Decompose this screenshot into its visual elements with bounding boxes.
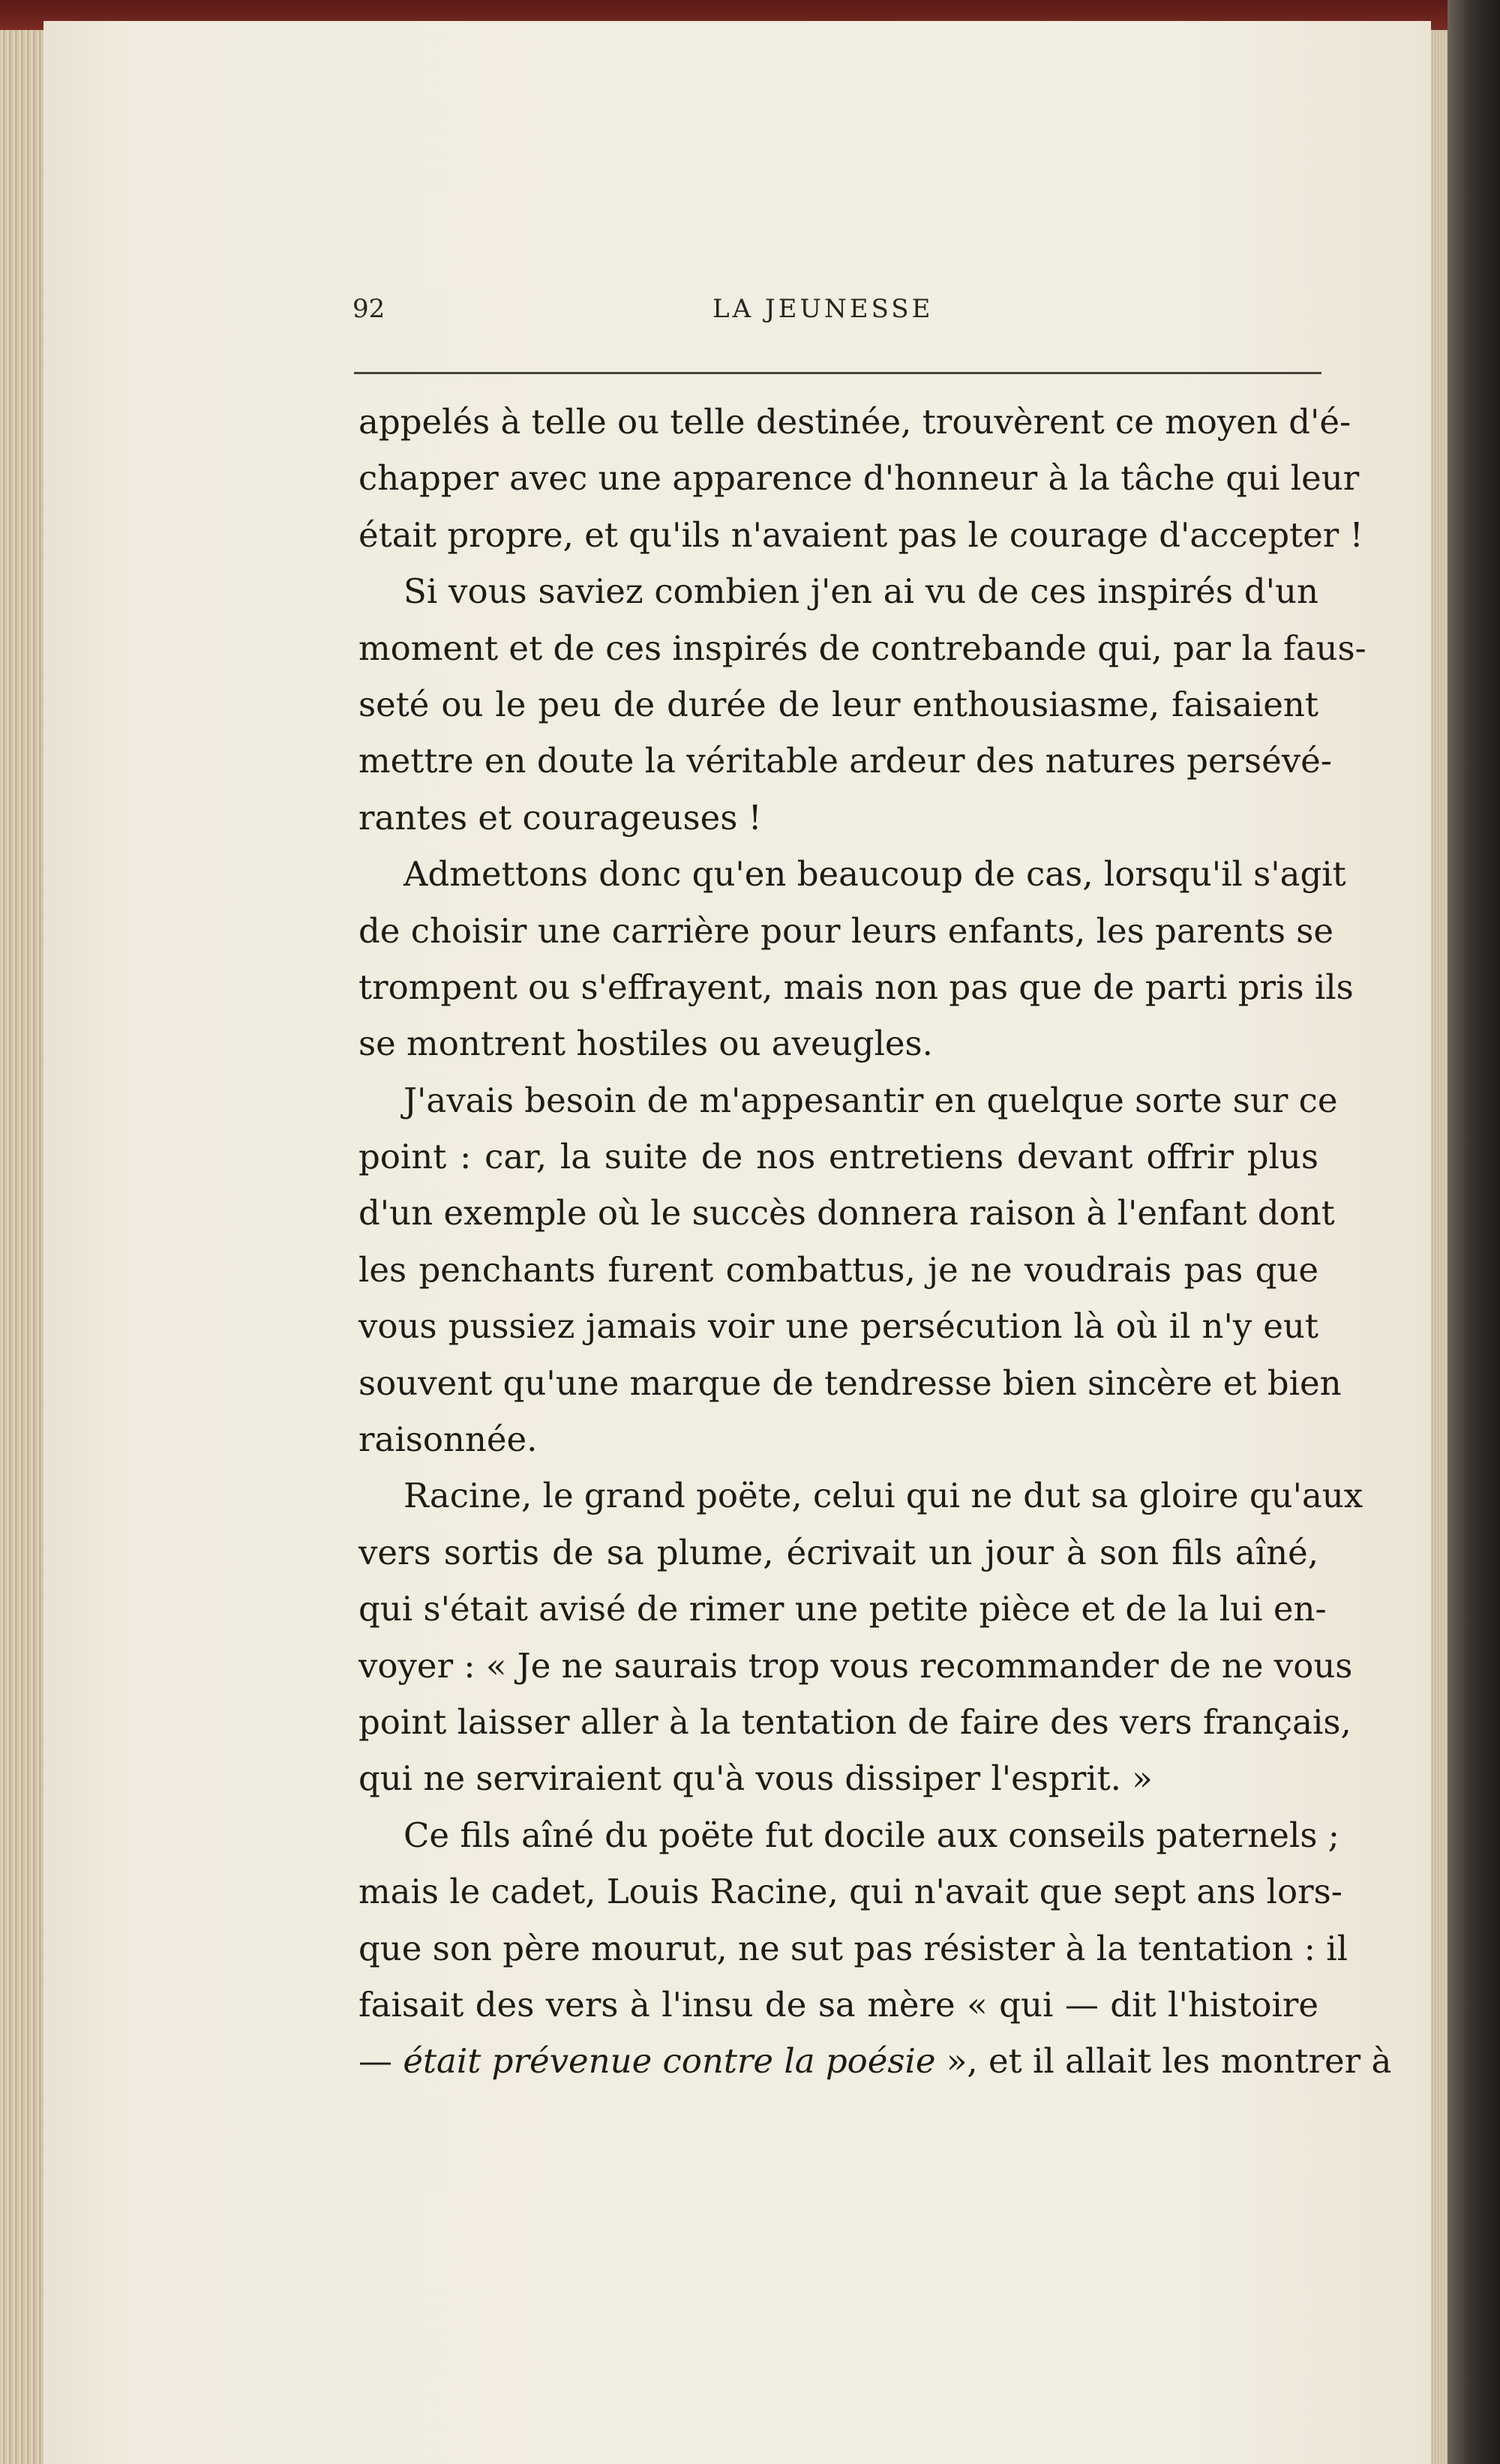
- text-line: rantes et courageuses !: [358, 797, 762, 838]
- book-binding-shadow: [1448, 0, 1500, 2464]
- body-text: [358, 394, 1392, 2090]
- text-line: J'avais besoin de m'appesantir en quelque sorte sur ce: [404, 1080, 1338, 1120]
- text-line: chapper avec une apparence d'honneur à la tâche qui leur: [358, 458, 1360, 499]
- text-line: seté ou le peu de durée de leur enthousiasme, faisaient: [358, 684, 1318, 724]
- text-line: qui ne serviraient qu'à vous dissiper l'esprit. »: [358, 1758, 1153, 1799]
- text-line: point laisser aller à la tentation de faire des vers français,: [358, 1701, 1352, 1742]
- text-line: Racine, le grand poëte, celui qui ne dut sa gloire qu'aux: [404, 1476, 1364, 1516]
- text-line: trompent ou s'effrayent, mais non pas que de parti pris ils: [358, 967, 1354, 1007]
- text-line: Si vous saviez combien j'en ai vu de ces inspirés d'un: [404, 571, 1318, 612]
- text-line: Admettons donc qu'en beaucoup de cas, lorsqu'il s'agit: [404, 854, 1346, 895]
- text-line: les penchants furent combattus, je ne voudrais pas que: [358, 1249, 1318, 1290]
- text-line: appelés à telle ou telle destinée, trouvèrent ce moyen d'é-: [358, 402, 1352, 442]
- text-line: raisonnée.: [358, 1419, 538, 1460]
- page-number: 92: [352, 294, 386, 324]
- text-line: de choisir une carrière pour leurs enfants, les parents se: [358, 910, 1334, 951]
- text-line: [358, 2033, 1392, 2089]
- text-line: vers sortis de sa plume, écrivait un jour à son fils aîné,: [358, 1532, 1318, 1572]
- text-line: voyer : « Je ne saurais trop vous recommander de ne vous: [358, 1645, 1353, 1686]
- text-line: d'un exemple où le succès donnera raison à l'enfant dont: [358, 1193, 1335, 1233]
- line-end: », et il allait les montrer à: [935, 2041, 1392, 2082]
- page-stack-left: [0, 30, 44, 2464]
- text-line: souvent qu'une marque de tendresse bien sincère et bien: [358, 1362, 1342, 1403]
- text-line: Ce fils aîné du poëte fut docile aux conseils paternels ;: [404, 1815, 1340, 1855]
- text-line: vous pussiez jamais voir une persécution là où il n'y eut: [358, 1306, 1318, 1347]
- text-line: faisait des vers à l'insu de sa mère « qui — dit l'histoire: [358, 1984, 1318, 2025]
- running-title: LA JEUNESSE: [712, 294, 934, 324]
- text-line: mais le cadet, Louis Racine, qui n'avait que sept ans lors-: [358, 1872, 1342, 1912]
- header-rule: [354, 372, 1322, 374]
- text-line: point : car, la suite de nos entretiens devant offrir plus: [358, 1137, 1318, 1177]
- text-line: était propre, et qu'ils n'avaient pas le courage d'accepter !: [358, 514, 1364, 555]
- em-dash: —: [358, 2041, 404, 2082]
- page-header: [352, 294, 1320, 331]
- text-line: moment et de ces inspirés de contrebande qui, par la faus-: [358, 628, 1366, 668]
- text-line: qui s'était avisé de rimer une petite pièce et de la lui en-: [358, 1589, 1327, 1629]
- text-line: se montrent hostiles ou aveugles.: [358, 1024, 933, 1064]
- italic-quote: était prévenue contre la poésie: [403, 2041, 936, 2082]
- text-line: que son père mourut, ne sut pas résister à la tentation : il: [358, 1928, 1348, 1968]
- text-line: mettre en doute la véritable ardeur des natures persévé-: [358, 741, 1333, 781]
